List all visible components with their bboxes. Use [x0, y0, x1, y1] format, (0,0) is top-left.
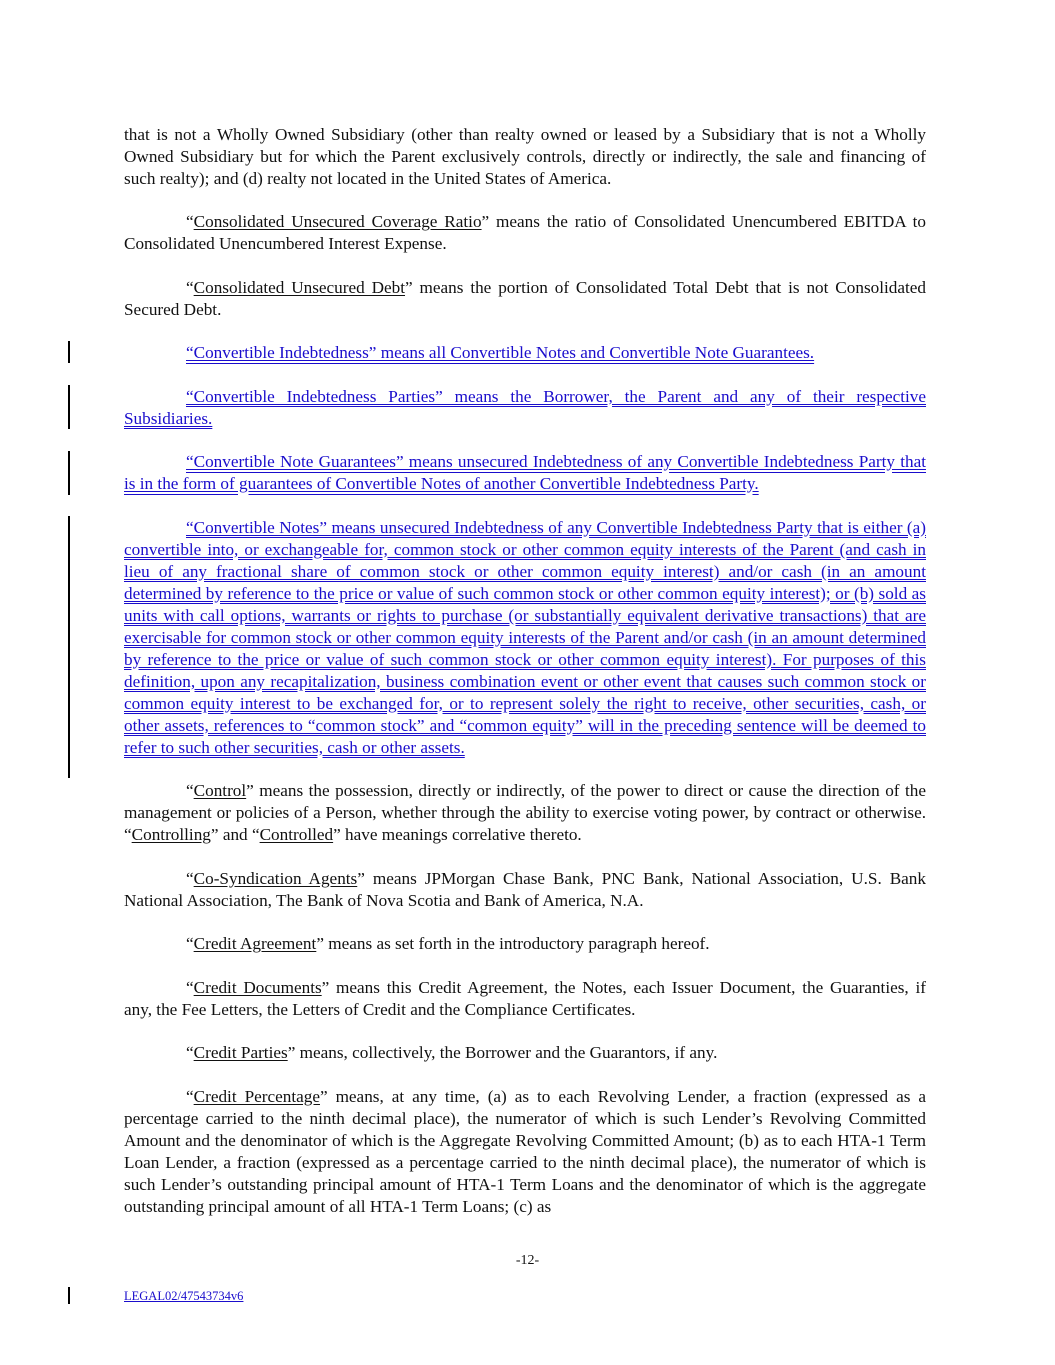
- defined-term: Credit Documents: [193, 977, 322, 997]
- document-footer-id: LEGAL02/47543734v6: [124, 1289, 244, 1303]
- definition-credit-parties: “Credit Parties” means, collectively, the Borrower and the Guarantors, if any.: [186, 1043, 718, 1062]
- definition-consolidated-unsecured-coverage-ratio: “Consolidated Unsecured Coverage Ratio” means the ratio of Consolidated Unencumbered EBITDA to Consolidated Unencumbered Interest Expense.: [124, 212, 926, 253]
- definition-convertible-indebtedness: [124, 342, 926, 364]
- document-page: [124, 124, 926, 1239]
- definition-credit-documents: “Credit Documents” means this Credit Agreement, the Notes, each Issuer Document, the Guaranties, if any, the Fee Letters, the Letters of Credit and the Compliance Certificates.: [124, 977, 926, 1019]
- defined-term: Control: [193, 781, 247, 800]
- definition-co-syndication-agents: “Co-Syndication Agents” means JPMorgan Chase Bank, PNC Bank, National Association, U.S. Bank National Association, The Bank of Nova Scotia and Bank of America, N.A.: [124, 868, 926, 910]
- change-bar: [68, 451, 70, 495]
- page-number: -12-: [515, 1253, 540, 1268]
- defined-term: Credit Parties: [193, 1043, 288, 1062]
- defined-term: Co-Syndication Agents: [193, 868, 358, 888]
- defined-term: Controlling: [131, 825, 211, 844]
- defined-term: Credit Agreement: [193, 934, 317, 953]
- defined-term: Consolidated Unsecured Debt: [193, 277, 406, 297]
- paragraph-continuation: that is not a Wholly Owned Subsidiary (other than realty owned or leased by a Subsidiary that is not a Wholly Owned Subsidiary but for which the Parent exclusively controls, directly or indirectly, the sale and financing of such realty); and (d) realty not located in the United States of America.: [124, 125, 926, 188]
- definition-convertible-indebtedness-parties: [124, 386, 926, 430]
- definition-credit-agreement: “Credit Agreement” means as set forth in the introductory paragraph hereof.: [186, 934, 710, 953]
- defined-term: Consolidated Unsecured Coverage Ratio: [193, 212, 482, 231]
- definition-control: “Control” means the possession, directly or indirectly, of the power to direct or cause the direction of the management or policies of a Person, whether through the ability to exercise voting power, by contract or otherwise. “Controlling” and “Controlled” have meanings correlative thereto.: [124, 781, 926, 844]
- change-bar: [68, 516, 70, 778]
- defined-term: Credit Percentage: [193, 1086, 320, 1106]
- change-bar: [68, 1287, 70, 1304]
- definition-convertible-notes: [124, 517, 926, 759]
- change-bar: [68, 385, 70, 429]
- inserted-text: “Convertible Indebtedness Parties” means the Borrower, the Parent and any of their respective Subsidiaries.: [124, 386, 926, 428]
- defined-term: Controlled: [259, 825, 334, 844]
- inserted-text: “Convertible Indebtedness” means all Convertible Notes and Convertible Note Guarantees.: [186, 343, 815, 362]
- change-bar: [68, 341, 70, 363]
- inserted-text: “Convertible Notes” means unsecured Indebtedness of any Convertible Indebtedness Party that is either (a) convertible into, or exchangeable for, common stock or other common equity interests of the Parent (and cash in lieu of any fractional share of common stock or other common equity interest) and/or cash (in an amount determined by reference to the price or value of such common stock or other common equity interest); or (b) sold as units with call options, warrants or rights to purchase (or substantially equivalent derivative transactions) that are exercisable for common stock or other common equity interests of the Parent and/or cash (in an amount determined by reference to the price or value of such common stock or other common equity interest). For purposes of this definition, upon any recapitalization, business combination event or other event that causes such common stock or common equity interest to be exchanged for, or to represent solely the right to receive, other securities, cash, or other assets, references to “common stock” and “common equity” will in the preceding sentence will be deemed to refer to such other securities, cash or other assets.: [124, 517, 926, 757]
- definition-credit-percentage: “Credit Percentage” means, at any time, (a) as to each Revolving Lender, a fraction (expressed as a percentage carried to the ninth decimal place), the numerator of which is such Lender’s Revolving Committed Amount and the denominator of which is the Aggregate Revolving Committed Amount; (b) as to each HTA-1 Term Loan Lender, a fraction (expressed as a percentage carried to the ninth decimal place), the numerator of which is such Lender’s outstanding principal amount of HTA-1 Term Loans and the denominator of which is the aggregate outstanding principal amount of all HTA-1 Term Loans; (c) as: [124, 1086, 926, 1216]
- definition-consolidated-unsecured-debt: “Consolidated Unsecured Debt” means the portion of Consolidated Total Debt that is not Consolidated Secured Debt.: [124, 277, 926, 319]
- definition-convertible-note-guarantees: [124, 451, 926, 495]
- inserted-text: “Convertible Note Guarantees” means unsecured Indebtedness of any Convertible Indebtedness Party that is in the form of guarantees of Convertible Notes of another Convertible Indebtedness Party.: [124, 452, 926, 493]
